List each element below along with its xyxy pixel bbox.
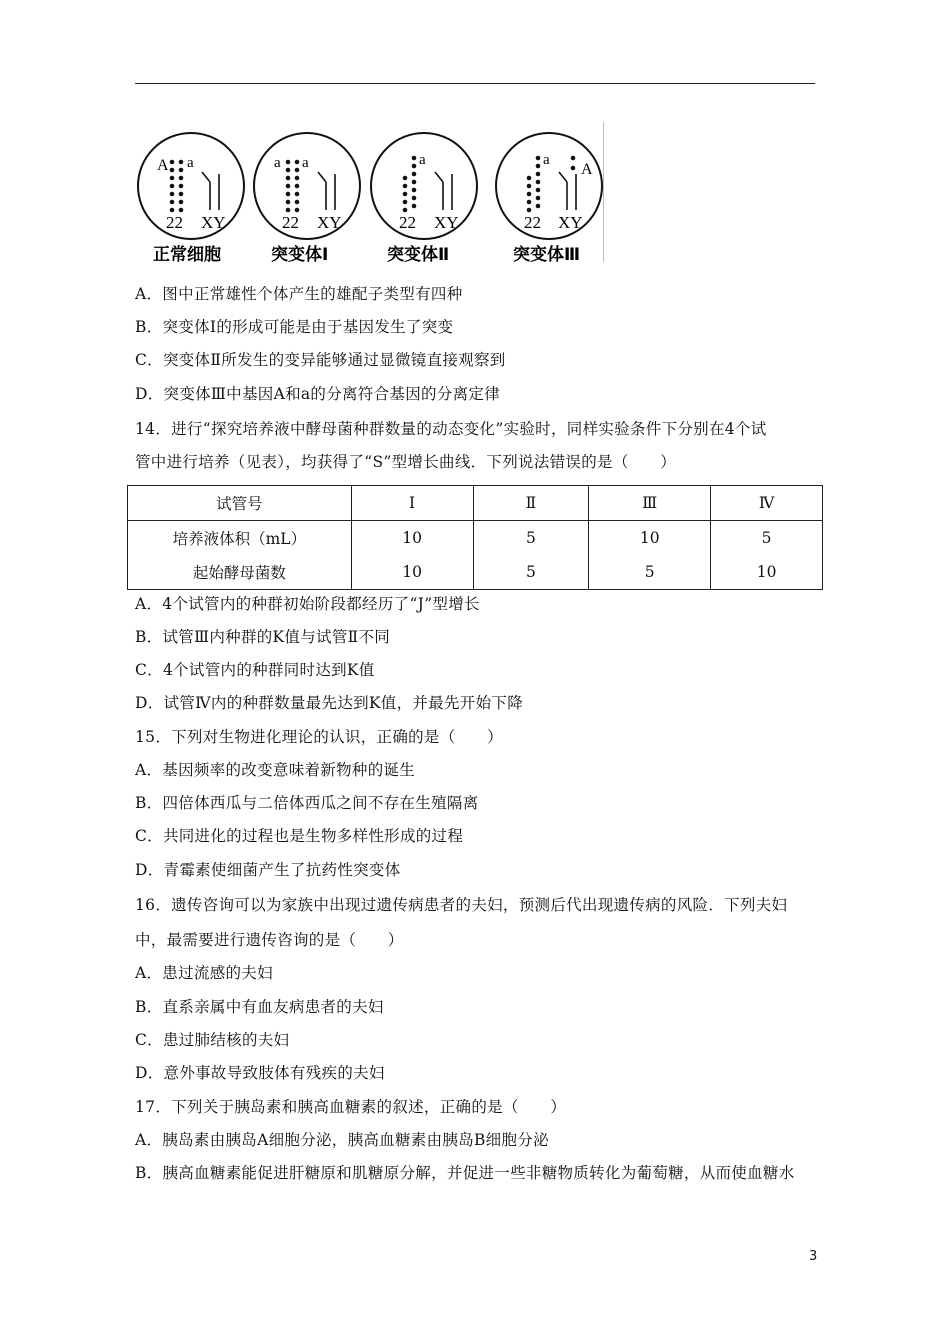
q14-option-a: A．4个试管内的种群初始阶段都经历了“J”型增长 <box>135 595 480 613</box>
table-header-cell: 试管号 <box>128 486 352 521</box>
table-cell: 培养液体积（mL） <box>128 521 352 556</box>
table-cell: 起始酵母菌数 <box>128 555 352 590</box>
q15-option-b: B．四倍体西瓜与二倍体西瓜之间不存在生殖隔离 <box>135 794 479 812</box>
q13-option-c: C．突变体Ⅱ所发生的变异能够通过显微镜直接观察到 <box>135 351 506 369</box>
q14-stem-line2: 管中进行培养（见表），均获得了“S”型增长曲线．下列说法错误的是（ ） <box>135 453 677 471</box>
cell-normal-sex-label: XY <box>201 213 226 232</box>
q13-option-d: D．突变体Ⅲ中基因A和a的分离符合基因的分离定律 <box>135 385 501 403</box>
q16-option-d: D．意外事故导致肢体有残疾的夫妇 <box>135 1064 385 1082</box>
table-cell: 5 <box>473 521 589 556</box>
table-row <box>128 555 823 590</box>
table-cell: 5 <box>473 555 589 590</box>
chromosome-figure <box>135 122 607 267</box>
cell-normal-gene-left: A <box>157 157 169 174</box>
q17-option-b: B．胰高血糖素能促进肝糖原和肌糖原分解，并促进一些非糖物质转化为葡萄糖，从而使血糖水 <box>135 1164 795 1182</box>
table-cell: 5 <box>711 521 823 556</box>
q14-stem-line1: 14．进行“探究培养液中酵母菌种群数量的动态变化”实验时，同样实验条件下分别在4个试 <box>135 420 767 438</box>
cell-mutant-3-sex-label: XY <box>558 213 583 232</box>
q16-option-a: A．患过流感的夫妇 <box>135 964 273 982</box>
q14-option-d: D．试管Ⅳ内的种群数量最先达到K值，并最先开始下降 <box>135 694 523 712</box>
cell-mutant-1-sex-label: XY <box>317 213 342 232</box>
table-cell: 10 <box>351 521 473 556</box>
cell-mutant-2-chrom-label: 22 <box>399 213 416 232</box>
cell-mutant-3-gene-left: a <box>543 152 550 168</box>
cell-mutant-1 <box>254 133 360 239</box>
q13-option-b: B．突变体Ⅰ的形成可能是由于基因发生了突变 <box>135 318 454 336</box>
q16-stem-line1: 16．遗传咨询可以为家族中出现过遗传病患者的夫妇，预测后代出现遗传病的风险．下列夫妇 <box>135 896 788 914</box>
cell-mutant-2 <box>371 133 477 239</box>
table-header-cell: Ⅳ <box>711 486 823 521</box>
q16-option-c: C．患过肺结核的夫妇 <box>135 1031 290 1049</box>
cell-normal-chrom-label: 22 <box>166 213 183 232</box>
caption-mutant-1: 突变体Ⅰ <box>271 245 329 265</box>
table-header-row <box>128 486 823 521</box>
page-number: 3 <box>809 1249 818 1264</box>
cell-mutant-3-gene-right: A <box>581 161 593 178</box>
q17-stem: 17．下列关于胰岛素和胰高血糖素的叙述，正确的是（ ） <box>135 1098 567 1116</box>
q16-option-b: B．直系亲属中有血友病患者的夫妇 <box>135 998 384 1016</box>
cell-mutant-1-gene-left: a <box>274 155 281 171</box>
cell-mutant-3-chrom-label: 22 <box>524 213 541 232</box>
cell-mutant-2-sex-label: XY <box>434 213 459 232</box>
q16-stem-line2: 中，最需要进行遗传咨询的是（ ） <box>135 931 404 949</box>
caption-normal-cell: 正常细胞 <box>153 245 221 265</box>
q15-option-a: A．基因频率的改变意味着新物种的诞生 <box>135 761 416 779</box>
table-cell: 10 <box>589 521 711 556</box>
table-cell: 10 <box>711 555 823 590</box>
tube-table <box>127 485 823 590</box>
cell-normal-gene-right: a <box>187 155 194 171</box>
q15-stem: 15．下列对生物进化理论的认识，正确的是（ ） <box>135 728 503 746</box>
q17-option-a: A．胰岛素由胰岛A细胞分泌，胰高血糖素由胰岛B细胞分泌 <box>135 1131 549 1149</box>
figure-edge <box>603 122 604 262</box>
caption-mutant-2: 突变体Ⅱ <box>387 245 450 265</box>
cell-mutant-1-gene-right: a <box>302 155 309 171</box>
q15-option-d: D．青霉素使细菌产生了抗药性突变体 <box>135 861 401 879</box>
caption-mutant-3: 突变体Ⅲ <box>513 245 581 265</box>
cell-normal <box>138 133 244 239</box>
cell-mutant-3 <box>496 133 602 239</box>
table-header-cell: Ⅱ <box>473 486 589 521</box>
q13-option-a: A．图中正常雄性个体产生的雄配子类型有四种 <box>135 285 463 303</box>
q14-option-c: C．4个试管内的种群同时达到K值 <box>135 661 375 679</box>
cell-mutant-2-gene: a <box>419 152 426 168</box>
table-header-cell: Ⅰ <box>351 486 473 521</box>
table-header-cell: Ⅲ <box>589 486 711 521</box>
table-row <box>128 521 823 556</box>
cell-mutant-1-chrom-label: 22 <box>282 213 299 232</box>
q14-option-b: B．试管Ⅲ内种群的K值与试管Ⅱ不同 <box>135 628 391 646</box>
table-cell: 5 <box>589 555 711 590</box>
table-cell: 10 <box>351 555 473 590</box>
q15-option-c: C．共同进化的过程也是生物多样性形成的过程 <box>135 827 464 845</box>
header-rule <box>135 83 815 84</box>
